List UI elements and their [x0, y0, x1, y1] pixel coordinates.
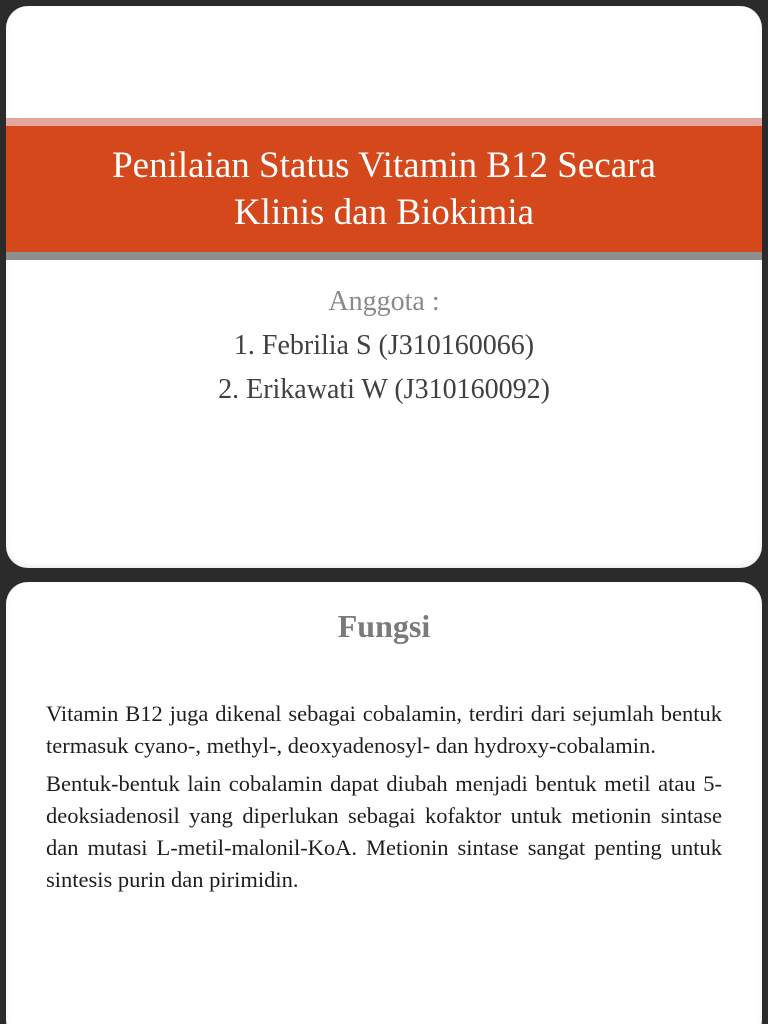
banner-bottom-stripe [6, 252, 762, 260]
body-paragraph: Bentuk-bentuk lain cobalamin dapat diubah menjadi bentuk metil atau 5-deoksiadenosil yang diperlukan sebagai kofaktor untuk metionin sintase dan mutasi L-metil-malonil-KoA. Metionin sintase sangat penting untuk sintesis purin dan pirimidin. [46, 771, 722, 892]
members-block [6, 280, 762, 412]
member-item: 2. Erikawati W (J310160092) [218, 374, 550, 405]
title-banner [6, 126, 762, 252]
banner-top-stripe [6, 118, 762, 126]
content-slide [6, 582, 762, 1024]
body-paragraph: Vitamin B12 juga dikenal sebagai cobalamin, terdiri dari sejumlah bentuk termasuk cyano-, methyl-, deoxyadenosyl- dan hydroxy-cobalamin. [46, 701, 722, 758]
slide-title: Fungsi [337, 608, 431, 644]
members-heading: Anggota : [328, 286, 440, 317]
slide-body [46, 698, 722, 902]
member-item: 1. Febrilia S (J310160066) [233, 330, 535, 361]
title-slide [6, 6, 762, 568]
presentation-title: Penilaian Status Vitamin B12 Secara Klinis dan Biokimia [112, 145, 656, 233]
